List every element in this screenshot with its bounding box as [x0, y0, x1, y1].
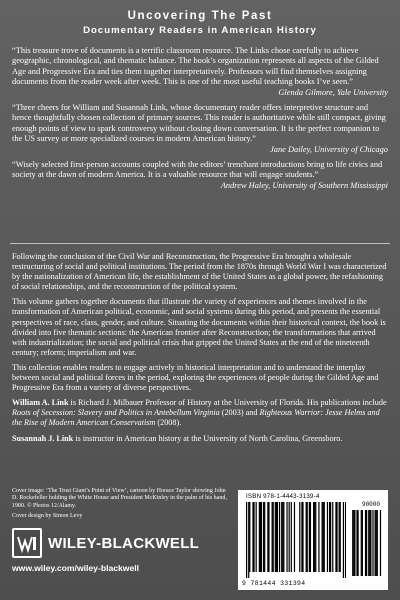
- barcode-bar: [294, 502, 295, 572]
- barcode-bar: [279, 502, 280, 572]
- barcode-addon-bar: [366, 510, 367, 576]
- price-code: 90000: [361, 501, 380, 508]
- barcode-addon-bar: [380, 510, 381, 576]
- publisher-website[interactable]: www.wiley.com/wiley-blackwell: [12, 563, 140, 573]
- barcode-bar: [289, 502, 290, 572]
- barcode-addon-bar: [361, 510, 362, 576]
- series-title: [20, 8, 380, 38]
- barcode-addon-bar: [376, 510, 377, 576]
- barcode-bar: [256, 502, 257, 572]
- barcode-bar: [299, 502, 300, 572]
- author-name: William A. Link: [12, 398, 69, 408]
- barcode-bar: [336, 502, 337, 572]
- barcode-addon-bar: [365, 510, 366, 576]
- bio-text: (2003) and: [219, 408, 260, 418]
- barcode-bar: [330, 502, 331, 572]
- barcode-addon-bar: [377, 510, 378, 576]
- blurb-dailey: [12, 103, 388, 155]
- blurb-attribution: Glenda Gilmore, Yale University: [278, 87, 388, 97]
- barcode-bar: [309, 502, 310, 572]
- blurb-attribution: Andrew Haley, University of Southern Mississippi: [220, 180, 388, 190]
- barcode-bar: [306, 502, 307, 572]
- blurb-quote: “Wisely selected first-person accounts coupled with the editors’ trenchant introductions bring to life civics and society at the dawn of modern America. It is a valuable resource that will engage students.”: [12, 160, 383, 180]
- barcode-bar: [281, 502, 282, 572]
- barcode-addon-bar: [370, 510, 371, 576]
- barcode-bar: [339, 502, 340, 572]
- barcode-addon-bar: [375, 510, 376, 576]
- barcode-bar: [286, 502, 287, 572]
- barcode-bar: [329, 502, 330, 572]
- barcode-addon-bar: [357, 510, 358, 576]
- barcode-addon-bar: [356, 510, 357, 576]
- description-paragraph-1: Following the conclusion of the Civil War and Reconstruction, the Progressive Era brought a wholesale restructuring of social and political institutions. The period from the 1870s through World War I was characterized by the nationalization of American life, the establishment of the United States as a global power, the refashioning of social relationships, and the reconstruction of the political system.: [12, 252, 387, 292]
- blurb-attribution: Jane Dailey, University of Chicago: [270, 144, 388, 154]
- ean-digits: 9 781444 331394: [242, 580, 306, 587]
- barcode-bar: [301, 502, 302, 572]
- barcode-addon-bar: [368, 510, 369, 576]
- barcode-bar: [314, 502, 315, 572]
- barcode-bar: [268, 502, 269, 572]
- barcode-bar: [249, 502, 250, 572]
- barcode-bar: [318, 502, 319, 572]
- book-description: [12, 252, 388, 449]
- barcode-bar: [264, 502, 265, 572]
- blurb-gilmore: [12, 46, 388, 98]
- cover-credits: [12, 488, 227, 524]
- barcode-bar: [246, 502, 247, 578]
- barcode-bar: [277, 502, 278, 572]
- barcode-addon-bars: [350, 510, 382, 576]
- barcode-bar: [248, 502, 249, 578]
- barcode-bar: [253, 502, 254, 572]
- author-name: Susannah J. Link: [12, 433, 74, 443]
- barcode-bar: [276, 502, 277, 572]
- barcode-addon-bar: [354, 510, 355, 576]
- blurb-quote: “This treasure trove of documents is a terrific classroom resource. The Links chose carefully to achieve geographic, chronological, and thematic balance. The book’s organization represents all aspects of the Gilded Age and Progressive Era and ties them together interpretatively. Professors will find themselves assigning documents from the reader week after week. This is one of the most useful teaching books I’ve seen.”: [12, 46, 379, 87]
- series-title-line2: Documentary Readers in American History: [83, 25, 317, 36]
- barcode-bar: [260, 502, 261, 572]
- barcode-addon-bar: [352, 510, 353, 576]
- barcode-bar: [252, 502, 253, 572]
- isbn-barcode: [238, 490, 388, 590]
- barcode-bar: [267, 502, 268, 572]
- barcode-bar: [283, 502, 284, 572]
- description-paragraph-2: This volume gathers together documents that illustrate the variety of experiences and themes involved in the transformation of American political, economic, and social systems during this period, and presents the essential perspectives of race, class, gender, and culture. Situating the documents within their historical context, the book is divided into five thematic sections: the American frontier after Reconstruction; the transformations that arrived with industrialization; the social and political crisis that gripped the United States at the end of the nineteenth century; reform; imperialism and war.: [12, 297, 386, 357]
- barcode-bar: [343, 502, 344, 578]
- barcode-bar: [272, 502, 273, 572]
- book-title: Righteous Warrior: Jesse Helms and the Rise of Modern American Conservatism: [12, 408, 380, 428]
- barcode-addon-bar: [372, 510, 373, 576]
- barcode-bar: [273, 502, 274, 572]
- barcode-bar: [335, 502, 336, 572]
- barcode-bar: [332, 502, 333, 572]
- publisher-name: WILEY-BLACKWELL: [48, 534, 200, 552]
- cover-design-credit: Cover design by Simon Levy: [12, 513, 83, 520]
- barcode-bar: [261, 502, 262, 572]
- cover-image-credit: Cover image: ‘The Trust Giant’s Point of View’, cartoon by Horace Taylor showing John D. Rockefeller holding the White House and President McKinley in the palm of his hand, 1900. © Photos 12/Alamy.: [12, 488, 227, 509]
- book-title: Roots of Secession: Slavery and Politics in Antebellum Virginia: [12, 408, 220, 418]
- bio-text: is Richard J. Milbauer Professor of History at the University of Florida. His publications include: [68, 398, 387, 408]
- barcode-addon-bar: [362, 510, 363, 576]
- barcode-bar: [322, 502, 323, 572]
- barcode-bar: [259, 502, 260, 572]
- barcode-bar: [263, 502, 264, 572]
- isbn-number: ISBN 978-1-4443-3139-4: [246, 493, 320, 500]
- publisher-logo: [12, 528, 199, 558]
- blurb-quote: “Three cheers for William and Susannah Link, whose documentary reader offers interpretive structure and hence thoughtfully chosen collection of primary sources. This reader is authoritative while still compact, giving enough points of view to spark controversy without closing down conversation. It is the perfect companion to the US survey or more specialized courses in modern American history.”: [12, 103, 386, 144]
- bio-text: is instructor in American history at the University of North Carolina, Greensboro.: [73, 433, 343, 443]
- section-divider: [10, 243, 390, 244]
- barcode-bar: [340, 502, 341, 572]
- barcode-bar: [310, 502, 311, 572]
- review-blurbs: [12, 46, 388, 196]
- author-bio-susannah: [12, 434, 388, 444]
- barcode-bar: [315, 502, 316, 572]
- barcode-bar: [327, 502, 328, 572]
- barcode-addon-bar: [353, 510, 354, 576]
- barcode-bar: [302, 502, 303, 572]
- description-paragraph-3: This collection enables readers to engage actively in historical interpretation and to understand the interplay between social and political forces in the period, exploring the experiences of people during the Gilded Age and Progressive Era from a variety of diverse perspectives.: [12, 362, 379, 393]
- barcode-addon-bar: [369, 510, 370, 576]
- barcode-bar: [324, 502, 325, 572]
- barcode-bar: [291, 502, 292, 572]
- barcode-bar: [282, 502, 283, 572]
- bio-text: (2008).: [155, 418, 182, 428]
- barcode-bar: [323, 502, 324, 572]
- barcode-bar: [307, 502, 308, 572]
- author-bio-william: [12, 398, 388, 428]
- blurb-haley: [12, 160, 388, 191]
- barcode-bar: [313, 502, 314, 572]
- series-title-line1: Uncovering The Past: [127, 10, 273, 22]
- barcode-bars: [246, 502, 346, 578]
- wiley-blackwell-logo-icon: [12, 528, 42, 558]
- barcode-bar: [345, 502, 346, 578]
- barcode-bar: [275, 502, 276, 572]
